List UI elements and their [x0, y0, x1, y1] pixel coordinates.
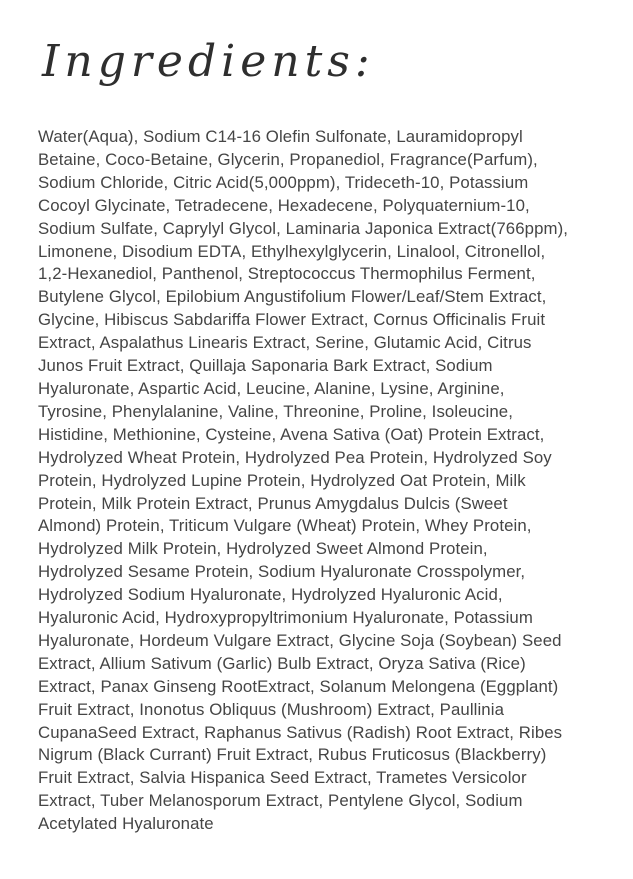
ingredients-text-line: Histidine, Methionine, Cysteine, Avena Sativa (Oat) Protein Extract, [38, 424, 545, 444]
ingredients-text-line: Sodium Chloride, Citric Acid(5,000ppm), Trideceth-10, Potassium [38, 172, 529, 192]
ingredients-text-line: Hyaluronate, Hordeum Vulgare Extract, Glycine Soja (Soybean) Seed [38, 630, 562, 650]
ingredients-text-line: Extract, Tuber Melanosporum Extract, Pentylene Glycol, Sodium [38, 791, 523, 811]
ingredients-heading: Ingredients: [42, 36, 375, 87]
ingredients-text-line: Extract, Panax Ginseng RootExtract, Solanum Melongena (Eggplant) [38, 676, 559, 696]
ingredients-text-line: Hydrolyzed Milk Protein, Hydrolyzed Sweet Almond Protein, [38, 539, 488, 559]
ingredients-text-line: Betaine, Coco-Betaine, Glycerin, Propanediol, Fragrance(Parfum), [38, 149, 538, 169]
ingredients-text-line: Almond) Protein, Triticum Vulgare (Wheat) Protein, Whey Protein, [38, 516, 532, 536]
ingredients-text-line: 1,2-Hexanediol, Panthenol, Streptococcus Thermophilus Ferment, [38, 264, 536, 284]
ingredients-text-line: Nigrum (Black Currant) Fruit Extract, Rubus Fruticosus (Blackberry) [38, 745, 547, 765]
ingredients-text-line: Tyrosine, Phenylalanine, Valine, Threonine, Proline, Isoleucine, [38, 401, 514, 421]
ingredients-text-line: Hydrolyzed Sodium Hyaluronate, Hydrolyzed Hyaluronic Acid, [38, 585, 503, 605]
ingredients-text-line: Extract, Allium Sativum (Garlic) Bulb Extract, Oryza Sativa (Rice) [38, 653, 526, 673]
ingredients-text-line: Protein, Hydrolyzed Lupine Protein, Hydrolyzed Oat Protein, Milk [38, 470, 526, 490]
ingredients-text-block [38, 126, 608, 836]
ingredients-text-line: CupanaSeed Extract, Raphanus Sativus (Radish) Root Extract, Ribes [38, 722, 563, 742]
ingredients-text-line: Hyaluronic Acid, Hydroxypropyltrimonium Hyaluronate, Potassium [38, 608, 533, 628]
ingredients-text-line: Glycine, Hibiscus Sabdariffa Flower Extract, Cornus Officinalis Fruit [38, 310, 546, 330]
ingredients-text-line: Junos Fruit Extract, Quillaja Saponaria Bark Extract, Sodium [38, 356, 493, 376]
ingredients-text-line: Extract, Aspalathus Linearis Extract, Serine, Glutamic Acid, Citrus [38, 333, 532, 353]
ingredients-text-line: Limonene, Disodium EDTA, Ethylhexylglycerin, Linalool, Citronellol, [38, 241, 546, 261]
ingredients-text-line: Hyaluronate, Aspartic Acid, Leucine, Alanine, Lysine, Arginine, [38, 378, 505, 398]
ingredients-text-line: Protein, Milk Protein Extract, Prunus Amygdalus Dulcis (Sweet [38, 493, 508, 513]
ingredients-text-line: Hydrolyzed Wheat Protein, Hydrolyzed Pea Protein, Hydrolyzed Soy [38, 447, 552, 467]
ingredients-text-line: Sodium Sulfate, Caprylyl Glycol, Laminaria Japonica Extract(766ppm), [38, 218, 569, 238]
ingredients-text-line: Acetylated Hyaluronate [38, 814, 214, 834]
ingredients-text-line: Butylene Glycol, Epilobium Angustifolium Flower/Leaf/Stem Extract, [38, 287, 547, 307]
ingredients-text-line: Fruit Extract, Inonotus Obliquus (Mushroom) Extract, Paullinia [38, 699, 504, 719]
ingredients-text-line: Cocoyl Glycinate, Tetradecene, Hexadecene, Polyquaternium-10, [38, 195, 530, 215]
ingredients-text-line: Water(Aqua), Sodium C14-16 Olefin Sulfonate, Lauramidopropyl [38, 127, 523, 146]
ingredients-text-line: Fruit Extract, Salvia Hispanica Seed Extract, Trametes Versicolor [38, 768, 527, 788]
ingredients-text-line: Hydrolyzed Sesame Protein, Sodium Hyaluronate Crosspolymer, [38, 562, 526, 582]
